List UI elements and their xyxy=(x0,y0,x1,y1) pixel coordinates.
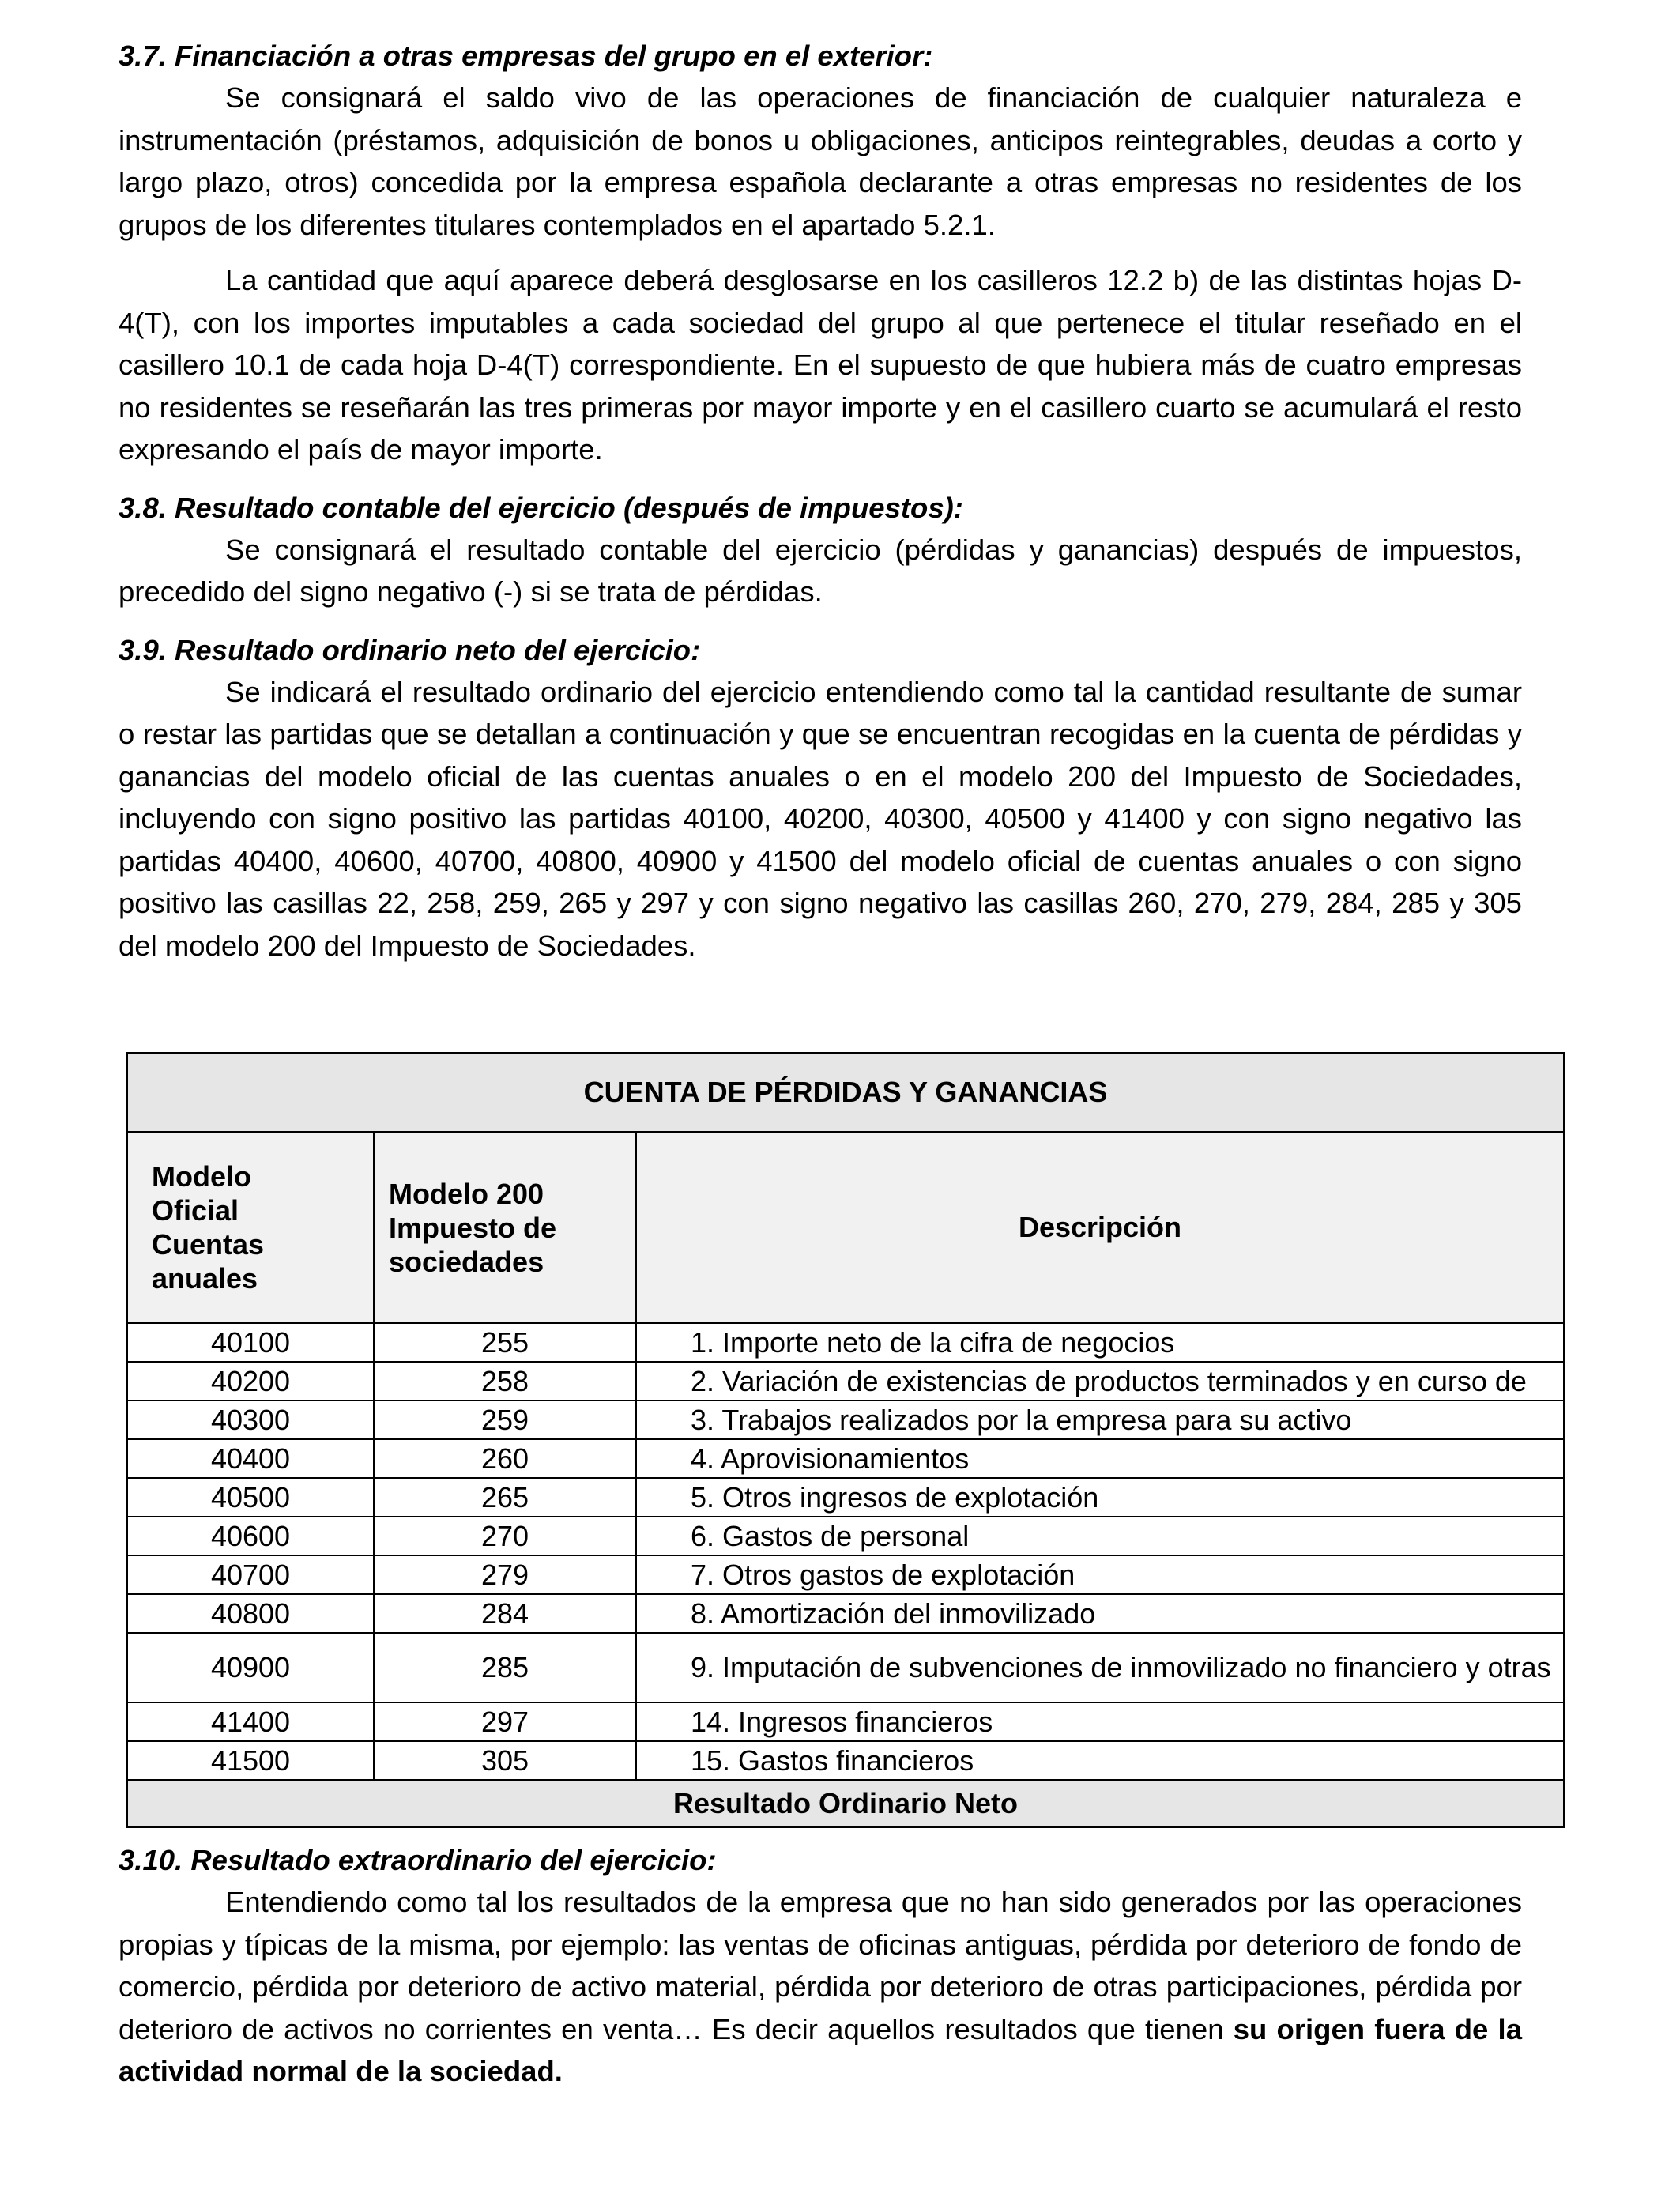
section-3-7-paragraph-2: La cantidad que aquí aparece deberá desglosarse en los casilleros 12.2 b) de las distintas hojas D-4(T), con los importes imputables a cada sociedad del grupo al que pertenece el titular reseñado en el casillero 10.1 de cada hoja D-4(T) correspondiente. En el supuesto de que hubiera más de cuatro empresas no residentes se reseñarán las tres primeras por mayor importe y en el casillero cuarto se acumulará el resto expresando el país de mayor importe. xyxy=(119,264,1522,466)
cell-modelo-200: 270 xyxy=(374,1517,636,1555)
header-modelo-200: Modelo 200 Impuesto de sociedades xyxy=(374,1132,636,1323)
cell-descripcion: 8. Amortización del inmovilizado xyxy=(636,1594,1564,1633)
table-row xyxy=(127,1400,1564,1439)
table-body xyxy=(127,1323,1564,1780)
cell-descripcion: 9. Imputación de subvenciones de inmovilizado no financiero y otras xyxy=(636,1633,1564,1702)
table-row xyxy=(127,1594,1564,1633)
table-row xyxy=(127,1741,1564,1780)
section-3-10-heading: 3.10. Resultado extraordinario del ejercicio: xyxy=(119,1844,717,1876)
table-row xyxy=(127,1633,1564,1702)
cell-modelo-200: 258 xyxy=(374,1362,636,1400)
header-modelo-oficial: Modelo Oficial Cuentas anuales xyxy=(127,1132,374,1323)
cell-descripcion: 2. Variación de existencias de productos terminados y en curso de xyxy=(636,1362,1564,1400)
section-3-9-paragraph: Se indicará el resultado ordinario del ejercicio entendiendo como tal la cantidad resultante de sumar o restar las partidas que se detallan a continuación y que se encuentran recogidas en la cuenta de pérdidas y ganancias del modelo oficial de las cuentas anuales o en el modelo 200 del Impuesto de Sociedades, incluyendo con signo positivo las partidas 40100, 40200, 40300, 40500 y 41400 y con signo negativo las partidas 40400, 40600, 40700, 40800, 40900 y 41500 del modelo oficial de cuentas anuales o con signo positivo las casillas 22, 258, 259, 265 y 297 y con signo negativo las casillas 260, 270, 279, 284, 285 y 305 del modelo 200 del Impuesto de Sociedades. xyxy=(119,675,1522,962)
profit-loss-table xyxy=(126,1052,1565,1828)
section-3-10-paragraph: Entendiendo como tal los resultados de la empresa que no han sido generados por las operaciones propias y típicas de la misma, por ejemplo: las ventas de oficinas antiguas, pérdida por deterioro de fondo de comercio, pérdida por deterioro de activo material, pérdida por deterioro de otras participaciones, pérdida por deterioro de activos no corrientes en venta… Es decir aquellos resultados que tienen su origen fuera de la actividad normal de la sociedad. xyxy=(119,1886,1522,2087)
cell-modelo-200: 259 xyxy=(374,1400,636,1439)
cell-modelo-oficial: 40400 xyxy=(127,1439,374,1478)
cell-modelo-200: 279 xyxy=(374,1555,636,1594)
cell-descripcion: 1. Importe neto de la cifra de negocios xyxy=(636,1323,1564,1362)
cell-modelo-oficial: 40100 xyxy=(127,1323,374,1362)
section-3-8-heading: 3.8. Resultado contable del ejercicio (después de impuestos): xyxy=(119,491,963,524)
cell-modelo-oficial: 40500 xyxy=(127,1478,374,1517)
table-footer: Resultado Ordinario Neto xyxy=(127,1780,1564,1827)
table-row xyxy=(127,1517,1564,1555)
cell-modelo-oficial: 40900 xyxy=(127,1633,374,1702)
section-3-7-paragraph-1: Se consignará el saldo vivo de las operaciones de financiación de cualquier naturaleza e instrumentación (préstamos, adquisición de bonos u obligaciones, anticipos reintegrables, deudas a corto y largo plazo, otros) concedida por la empresa española declarante a otras empresas no residentes de los grupos de los diferentes titulares contemplados en el apartado 5.2.1. xyxy=(119,81,1522,241)
section-3-8-paragraph: Se consignará el resultado contable del ejercicio (pérdidas y ganancias) después de impuestos, precedido del signo negativo (-) si se trata de pérdidas. xyxy=(119,533,1522,608)
table-row xyxy=(127,1362,1564,1400)
cell-modelo-200: 297 xyxy=(374,1702,636,1741)
table-row xyxy=(127,1439,1564,1478)
cell-modelo-200: 260 xyxy=(374,1439,636,1478)
cell-modelo-oficial: 41500 xyxy=(127,1741,374,1780)
table-row xyxy=(127,1702,1564,1741)
header-descripcion: Descripción xyxy=(636,1132,1564,1323)
emphasis-text: su origen fuera de la actividad normal de la sociedad. xyxy=(119,2012,1522,2087)
table-row xyxy=(127,1323,1564,1362)
cell-descripcion: 6. Gastos de personal xyxy=(636,1517,1564,1555)
cell-modelo-oficial: 40600 xyxy=(127,1517,374,1555)
cell-descripcion: 14. Ingresos financieros xyxy=(636,1702,1564,1741)
table-title: CUENTA DE PÉRDIDAS Y GANANCIAS xyxy=(127,1053,1564,1132)
table-row xyxy=(127,1478,1564,1517)
cell-modelo-oficial: 40800 xyxy=(127,1594,374,1633)
document-page xyxy=(119,35,1551,2093)
cell-descripcion: 5. Otros ingresos de explotación xyxy=(636,1478,1564,1517)
cell-descripcion: 3. Trabajos realizados por la empresa para su activo xyxy=(636,1400,1564,1439)
cell-modelo-200: 285 xyxy=(374,1633,636,1702)
cell-modelo-oficial: 41400 xyxy=(127,1702,374,1741)
cell-modelo-oficial: 40700 xyxy=(127,1555,374,1594)
cell-descripcion: 15. Gastos financieros xyxy=(636,1741,1564,1780)
cell-modelo-200: 255 xyxy=(374,1323,636,1362)
cell-modelo-200: 305 xyxy=(374,1741,636,1780)
table-row xyxy=(127,1555,1564,1594)
cell-modelo-200: 284 xyxy=(374,1594,636,1633)
cell-modelo-oficial: 40300 xyxy=(127,1400,374,1439)
cell-descripcion: 4. Aprovisionamientos xyxy=(636,1439,1564,1478)
cell-modelo-200: 265 xyxy=(374,1478,636,1517)
section-3-7-heading: 3.7. Financiación a otras empresas del grupo en el exterior: xyxy=(119,40,933,72)
cell-modelo-oficial: 40200 xyxy=(127,1362,374,1400)
section-3-9-heading: 3.9. Resultado ordinario neto del ejercicio: xyxy=(119,633,701,666)
cell-descripcion: 7. Otros gastos de explotación xyxy=(636,1555,1564,1594)
